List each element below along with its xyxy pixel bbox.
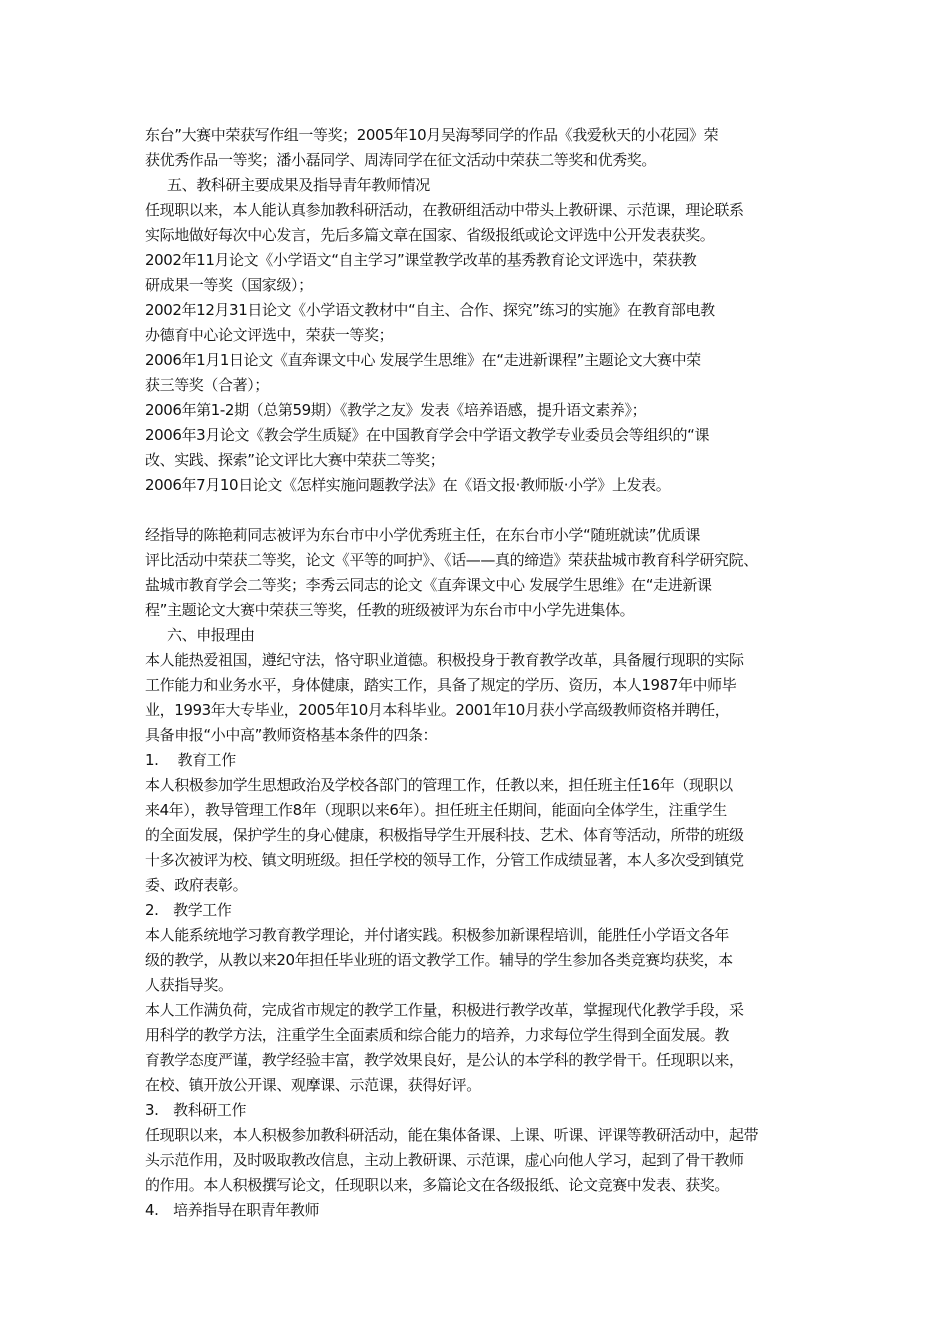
text-line: 的全面发展，保护学生的身心健康，积极指导学生开展科技、艺术、体育等活动，所带的班级 xyxy=(145,826,744,844)
text-line: 东台”大赛中荣获写作组一等奖；2005年10月吴海琴同学的作品《我爱秋天的小花园》荣 xyxy=(145,126,719,144)
text-line: 获三等奖（合著）； xyxy=(145,376,269,394)
text-line: 本人能热爱祖国，遵纪守法，恪守职业道德。积极投身于教育教学改革，具备履行现职的实际 xyxy=(145,651,744,669)
text-line: 本人积极参加学生思想政治及学校各部门的管理工作，任教以来，担任班主任16年（现职以 xyxy=(145,776,733,794)
text-line: 盐城市教育学会二等奖；李秀云同志的论文《直奔课文中心 发展学生思维》在“走进新课 xyxy=(145,576,712,594)
text-line: 经指导的陈艳莉同志被评为东台市中小学优秀班主任，在东台市小学“随班就读”优质课 xyxy=(145,526,700,544)
text-line: 本人能系统地学习教育教学理论，并付诸实践。积极参加新课程培训，能胜任小学语文各年 xyxy=(145,926,730,944)
text-line: 在校、镇开放公开课、观摩课、示范课，获得好评。 xyxy=(145,1076,481,1094)
text-line: 育教学态度严谨，教学经验丰富，教学效果良好，是公认的本学科的教学骨干。任现职以来， xyxy=(145,1051,744,1069)
text-line: 4. 培养指导在职青年教师 xyxy=(145,1201,320,1219)
text-line: 具备申报“小中高”教师资格基本条件的四条： xyxy=(145,726,438,744)
text-line: 用科学的教学方法，注重学生全面素质和综合能力的培养，力求每位学生得到全面发展。教 xyxy=(145,1026,730,1044)
text-line: 人获指导奖。 xyxy=(145,976,233,994)
text-line: 2002年11月论文《小学语文“自主学习”课堂教学改革的基秀教育论文评选中，荣获教 xyxy=(145,251,697,269)
text-line: 委、政府表彰。 xyxy=(145,876,248,894)
text-line: 十多次被评为校、镇文明班级。担任学校的领导工作，分管工作成绩显著，本人多次受到镇党 xyxy=(145,851,744,869)
text-line: 任现职以来，本人积极参加教科研活动，能在集体备课、上课、听课、评课等教研活动中，起带 xyxy=(145,1126,759,1144)
text-line: 办德育中心论文评选中，荣获一等奖； xyxy=(145,326,394,344)
text-line: 1. 教育工作 xyxy=(145,751,236,769)
text-line: 的作用。本人积极撰写论文，任现职以来，多篇论文在各级报纸、论文竞赛中发表、获奖。 xyxy=(145,1176,730,1194)
text-line: 2006年3月论文《教会学生质疑》在中国教育学会中学语文教学专业委员会等组织的“课 xyxy=(145,426,710,444)
text-line: 研成果一等奖（国家级）； xyxy=(145,276,313,294)
text-line: 实际地做好每次中心发言，先后多篇文章在国家、省级报纸或论文评选中公开发表获奖。 xyxy=(145,226,715,244)
text-line: 2006年第1-2期（总第59期）《教学之友》发表《培养语感，提升语文素养》； xyxy=(145,401,647,419)
text-line: 工作能力和业务水平，身体健康，踏实工作，具备了规定的学历、资历，本人1987年中师毕 xyxy=(145,676,737,694)
text-line: 3. 教科研工作 xyxy=(145,1101,247,1119)
text-line: 2006年1月1日论文《直奔课文中心 发展学生思维》在“走进新课程”主题论文大赛中荣 xyxy=(145,351,701,369)
text-line: 来4年），教导管理工作8年（现职以来6年）。担任班主任期间，能面向全体学生，注重学生 xyxy=(145,801,727,819)
text-line: 本人工作满负荷，完成省市规定的教学工作量，积极进行教学改革，掌握现代化教学手段，采 xyxy=(145,1001,744,1019)
text-line: 业，1993年大专毕业，2005年10月本科毕业。2001年10月获小学高级教师资格并聘任， xyxy=(145,701,730,719)
text-line: 2006年7月10日论文《怎样实施问题教学法》在《语文报·教师版·小学》上发表。 xyxy=(145,476,671,494)
text-line: 评比活动中荣获二等奖，论文《平等的呵护》、《话——真的缔造》荣获盐城市教育科学研究院、 xyxy=(145,551,758,569)
text-line: 改、实践、探索”论文评比大赛中荣获二等奖； xyxy=(145,451,445,469)
text-line: 头示范作用，及时吸取教改信息，主动上教研课、示范课，虚心向他人学习，起到了骨干教师 xyxy=(145,1151,744,1169)
text-line: 获优秀作品一等奖；潘小磊同学、周涛同学在征文活动中荣获二等奖和优秀奖。 xyxy=(145,151,657,169)
text-line: 程”主题论文大赛中荣获三等奖，任教的班级被评为东台市中小学先进集体。 xyxy=(145,601,635,619)
blank-line xyxy=(145,498,810,523)
text-line: 六、申报理由 xyxy=(167,626,255,644)
document-body xyxy=(145,123,810,1223)
text-line: 级的教学，从教以来20年担任毕业班的语文教学工作。辅导的学生参加各类竞赛均获奖，本 xyxy=(145,951,733,969)
text-line: 2002年12月31日论文《小学语文教材中“自主、合作、探究”练习的实施》在教育部电教 xyxy=(145,301,715,319)
text-line: 任现职以来，本人能认真参加教科研活动，在教研组活动中带头上教研课、示范课，理论联系 xyxy=(145,201,744,219)
text-line: 五、教科研主要成果及指导青年教师情况 xyxy=(167,176,430,194)
text-line: 2. 教学工作 xyxy=(145,901,232,919)
